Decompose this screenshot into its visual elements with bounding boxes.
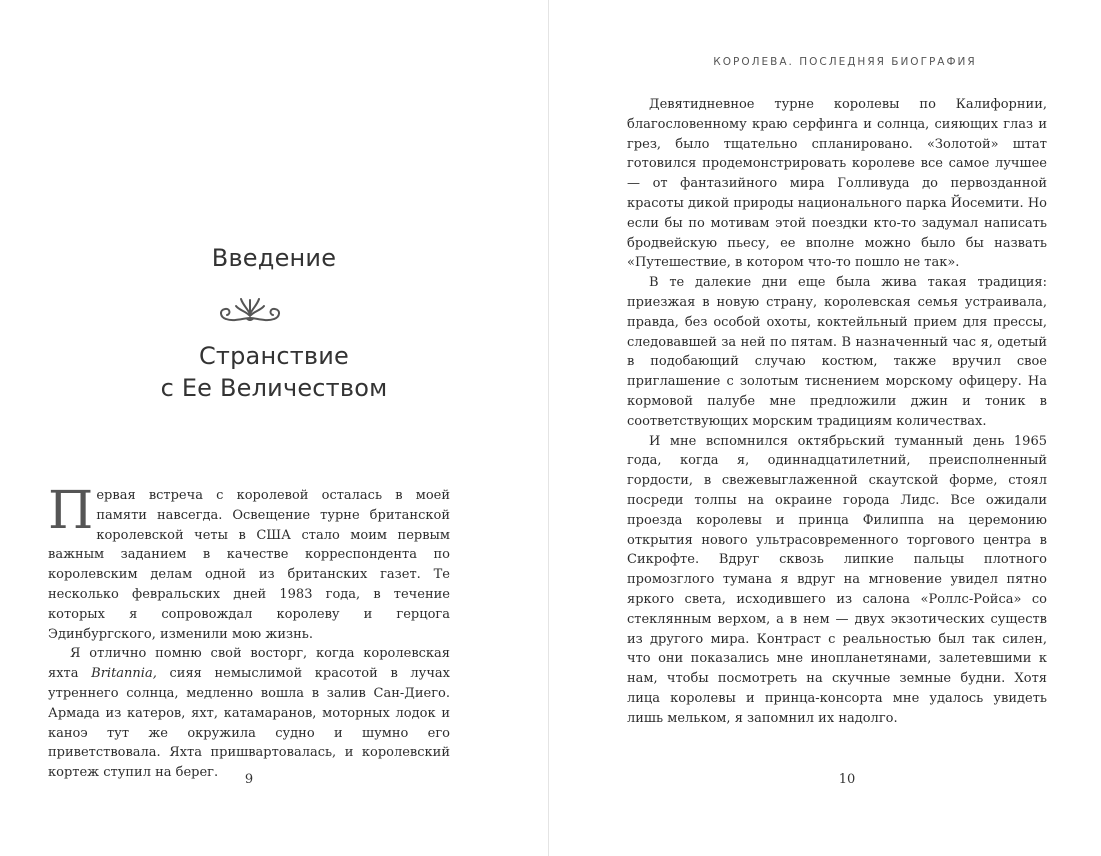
left-body-text	[48, 481, 451, 783]
paragraph-2-end: сияя немыслимой красотой в лучах утреннего солнца, медленно вошла в залив Сан-Диего. Армада из катеров, яхт, катамаранов, моторных лодок и каноэ тут же окружила судно и шумно его приветствовала. Яхта пришвартовалась, и королевский кортеж ступил на берег.	[48, 666, 451, 781]
chapter-title-line-1: Странствие	[198, 342, 350, 370]
paragraph-right-2: В те далекие дни еще была жива такая традиция: приезжая в новую страну, королевская семья устраивала, правда, без особой охоты, коктейльный прием для прессы, следовавшей за ней по пятам. В назначенный час я, одетый в подобающий случаю костюм, также вручил свое приглашение с золотым тиснением морскому офицеру. На кормовой палубе мне предложили джин и тоник в соответствующих морским традициям количествах.	[627, 275, 1047, 429]
yacht-name: Britannia,	[91, 666, 157, 682]
paragraph-1	[48, 481, 450, 644]
paragraph-2-start: Я отлично помню свой восторг, когда королевская яхта	[48, 646, 450, 682]
ornament-icon	[214, 292, 286, 326]
chapter-label: Введение	[211, 244, 337, 272]
right-body-text	[627, 95, 1047, 729]
chapter-title	[0, 340, 548, 404]
paragraph-right-3: И мне вспомнился октябрьский туманный день 1965 года, когда я, одиннадцатилетний, преисполненный гордости, в свежевыглаженной скаутской форме, стоял посреди толпы на окраине города Лидс. Все ожидали проезда королевы и принца Филиппа на церемонию открытия нового ультрасовременного торгового центра в Сикрофте. Вдруг сквозь липкие пальцы плотного промозглого тумана я вдруг на мгновение увидел пятно яркого света, исходившего из салона «Роллс-Ройса» со стеклянным верхом, а в нем — двух экзотических существ из другого мира. Контраст с реальностью был так силен, что они показались мне инопланетянами, залетевшими к нам, чтобы посмотреть на скучные земные будни. Хотя лица королевы и принца-консорта мне удалось увидеть лишь мельком, я запомнил их надолго.	[627, 433, 1047, 726]
paragraph-right-1: Девятидневное турне королевы по Калифорнии, благословенному краю серфинга и солнца, сияющих глаз и грез, было тщательно спланировано. «Золотой» штат готовился продемонстрировать королеве все самое лучшее — от фантазийного мира Голливуда до первозданной красоты дикой природы национального парка Йосемити. Но если бы по мотивам этой поездки кто-то задумал написать бродвейскую пьесу, ее вполне можно было бы назвать «Путешествие, в котором что-то пошло не так».	[627, 97, 1047, 271]
drop-cap: П	[48, 481, 94, 541]
paragraph-1-text: ервая встреча с королевой осталась в моей памяти навсегда. Освещение турне британской королевской четы в США стало моим первым важным заданием в качестве корреспондента по королевским делам одной из британских газет. Те несколько февральских дней 1983 года, в течение которых я сопровождал королеву и герцога Эдинбургского, изменили мою жизнь.	[48, 488, 450, 642]
page-number-left: 9	[244, 772, 254, 787]
chapter-title-line-2: с Ее Величеством	[160, 374, 388, 402]
running-head: КОРОЛЕВА. ПОСЛЕДНЯЯ БИОГРАФИЯ	[713, 56, 977, 68]
page-number-right: 10	[838, 772, 856, 787]
paragraph-2	[48, 644, 450, 783]
right-page	[549, 0, 1101, 856]
left-page	[0, 0, 548, 856]
